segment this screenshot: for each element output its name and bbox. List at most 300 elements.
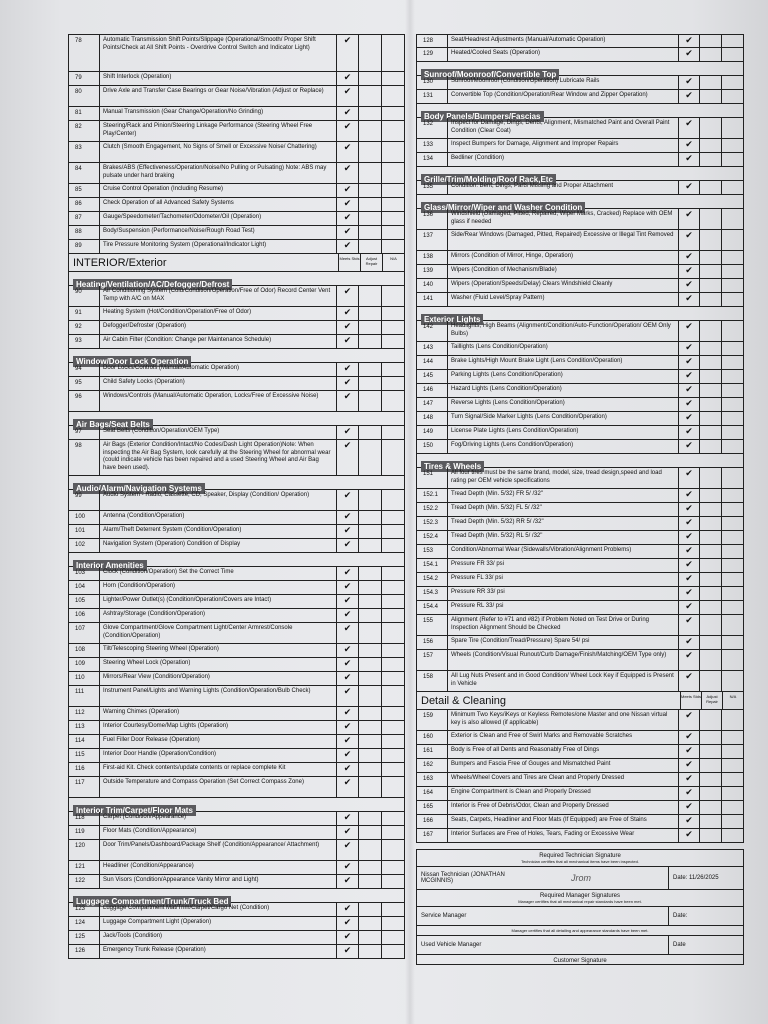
adjust-repair-checkbox[interactable] xyxy=(699,759,721,772)
adjust-repair-checkbox[interactable] xyxy=(358,426,381,439)
meets-standards-checkbox[interactable]: ✔ xyxy=(336,511,358,524)
meets-standards-checkbox[interactable]: ✔ xyxy=(336,623,358,643)
na-checkbox[interactable] xyxy=(381,686,404,706)
meets-standards-checkbox[interactable]: ✔ xyxy=(336,121,358,141)
item-description: Seat/Headrest Adjustments (Manual/Automatic Operation) xyxy=(447,35,678,47)
na-checkbox[interactable] xyxy=(721,76,743,89)
na-checkbox[interactable] xyxy=(721,615,743,635)
meets-standards-checkbox[interactable]: ✔ xyxy=(678,587,699,600)
na-checkbox[interactable] xyxy=(381,595,404,608)
adjust-repair-checkbox[interactable] xyxy=(358,121,381,141)
meets-standards-checkbox[interactable]: ✔ xyxy=(678,384,699,397)
meets-standards-checkbox[interactable]: ✔ xyxy=(336,917,358,930)
na-checkbox[interactable] xyxy=(721,342,743,355)
adjust-repair-checkbox[interactable] xyxy=(699,356,721,369)
meets-standards-checkbox[interactable]: ✔ xyxy=(678,153,699,166)
meets-standards-checkbox[interactable]: ✔ xyxy=(336,226,358,239)
na-checkbox[interactable] xyxy=(381,86,404,106)
na-checkbox[interactable] xyxy=(721,587,743,600)
item-number: 128 xyxy=(423,38,434,44)
na-checkbox[interactable] xyxy=(381,490,404,510)
adjust-repair-checkbox[interactable] xyxy=(699,787,721,800)
meets-standards-checkbox[interactable]: ✔ xyxy=(678,412,699,425)
meets-standards-checkbox[interactable]: ✔ xyxy=(678,426,699,439)
adjust-repair-checkbox[interactable] xyxy=(358,581,381,594)
meets-standards-checkbox[interactable]: ✔ xyxy=(336,163,358,183)
adjust-repair-checkbox[interactable] xyxy=(699,153,721,166)
na-checkbox[interactable] xyxy=(381,72,404,85)
checklist-row xyxy=(416,829,744,843)
meets-standards-checkbox[interactable]: ✔ xyxy=(678,829,699,842)
na-checkbox[interactable] xyxy=(381,391,404,411)
meets-standards-checkbox[interactable]: ✔ xyxy=(678,209,699,229)
adjust-repair-checkbox[interactable] xyxy=(358,163,381,183)
meets-standards-checkbox[interactable]: ✔ xyxy=(336,609,358,622)
na-checkbox[interactable] xyxy=(381,945,404,958)
adjust-repair-checkbox[interactable] xyxy=(699,587,721,600)
adjust-repair-checkbox[interactable] xyxy=(699,601,721,614)
meets-standards-checkbox[interactable]: ✔ xyxy=(336,644,358,657)
na-checkbox[interactable] xyxy=(721,801,743,814)
na-checkbox[interactable] xyxy=(721,731,743,744)
meets-standards-checkbox[interactable]: ✔ xyxy=(336,426,358,439)
adjust-repair-checkbox[interactable] xyxy=(699,251,721,264)
na-checkbox[interactable] xyxy=(721,181,743,194)
adjust-repair-checkbox[interactable] xyxy=(358,184,381,197)
meets-standards-checkbox[interactable]: ✔ xyxy=(336,945,358,958)
meets-standards-checkbox[interactable]: ✔ xyxy=(336,567,358,580)
adjust-repair-checkbox[interactable] xyxy=(358,142,381,162)
adjust-repair-checkbox[interactable] xyxy=(358,240,381,253)
na-checkbox[interactable] xyxy=(381,107,404,120)
meets-standards-checkbox[interactable]: ✔ xyxy=(678,181,699,194)
adjust-repair-checkbox[interactable] xyxy=(699,412,721,425)
meets-standards-checkbox[interactable]: ✔ xyxy=(678,650,699,670)
adjust-repair-checkbox[interactable] xyxy=(358,440,381,475)
adjust-repair-checkbox[interactable] xyxy=(699,573,721,586)
na-checkbox[interactable] xyxy=(721,829,743,842)
meets-standards-checkbox[interactable]: ✔ xyxy=(336,658,358,671)
na-checkbox[interactable] xyxy=(721,398,743,411)
adjust-repair-checkbox[interactable] xyxy=(699,209,721,229)
meets-standards-checkbox[interactable]: ✔ xyxy=(678,293,699,306)
adjust-repair-checkbox[interactable] xyxy=(358,749,381,762)
meets-standards-checkbox[interactable]: ✔ xyxy=(336,840,358,860)
na-checkbox[interactable] xyxy=(721,356,743,369)
meets-standards-checkbox[interactable]: ✔ xyxy=(678,745,699,758)
meets-standards-checkbox[interactable]: ✔ xyxy=(678,35,699,47)
meets-standards-checkbox[interactable]: ✔ xyxy=(678,545,699,558)
meets-standards-checkbox[interactable]: ✔ xyxy=(678,731,699,744)
adjust-repair-checkbox[interactable] xyxy=(699,440,721,453)
na-checkbox[interactable] xyxy=(721,636,743,649)
na-checkbox[interactable] xyxy=(721,412,743,425)
na-checkbox[interactable] xyxy=(721,531,743,544)
na-checkbox[interactable] xyxy=(721,503,743,516)
adjust-repair-checkbox[interactable] xyxy=(358,490,381,510)
na-checkbox[interactable] xyxy=(381,198,404,211)
meets-standards-checkbox[interactable]: ✔ xyxy=(336,142,358,162)
na-checkbox[interactable] xyxy=(721,440,743,453)
na-checkbox[interactable] xyxy=(381,377,404,390)
na-checkbox[interactable] xyxy=(381,917,404,930)
adjust-repair-checkbox[interactable] xyxy=(699,384,721,397)
na-checkbox[interactable] xyxy=(381,672,404,685)
adjust-repair-checkbox[interactable] xyxy=(699,731,721,744)
meets-standards-checkbox[interactable]: ✔ xyxy=(678,440,699,453)
adjust-repair-checkbox[interactable] xyxy=(358,735,381,748)
na-checkbox[interactable] xyxy=(381,735,404,748)
na-checkbox[interactable] xyxy=(721,468,743,488)
adjust-repair-checkbox[interactable] xyxy=(358,672,381,685)
na-checkbox[interactable] xyxy=(721,370,743,383)
adjust-repair-checkbox[interactable] xyxy=(699,321,721,341)
na-checkbox[interactable] xyxy=(721,489,743,502)
adjust-repair-checkbox[interactable] xyxy=(358,226,381,239)
meets-standards-checkbox[interactable]: ✔ xyxy=(678,573,699,586)
na-checkbox[interactable] xyxy=(381,121,404,141)
meets-standards-checkbox[interactable]: ✔ xyxy=(678,773,699,786)
adjust-repair-checkbox[interactable] xyxy=(699,710,721,730)
na-checkbox[interactable] xyxy=(381,658,404,671)
na-checkbox[interactable] xyxy=(721,671,743,691)
na-checkbox[interactable] xyxy=(381,903,404,916)
adjust-repair-checkbox[interactable] xyxy=(358,511,381,524)
adjust-repair-checkbox[interactable] xyxy=(358,861,381,874)
adjust-repair-checkbox[interactable] xyxy=(358,525,381,538)
adjust-repair-checkbox[interactable] xyxy=(699,650,721,670)
adjust-repair-checkbox[interactable] xyxy=(699,230,721,250)
na-checkbox[interactable] xyxy=(381,511,404,524)
na-checkbox[interactable] xyxy=(381,35,404,71)
na-checkbox[interactable] xyxy=(721,118,743,138)
na-checkbox[interactable] xyxy=(721,251,743,264)
na-checkbox[interactable] xyxy=(381,286,404,306)
na-checkbox[interactable] xyxy=(721,90,743,103)
meets-standards-checkbox[interactable]: ✔ xyxy=(678,615,699,635)
adjust-repair-checkbox[interactable] xyxy=(699,815,721,828)
meets-standards-checkbox[interactable]: ✔ xyxy=(336,903,358,916)
adjust-repair-checkbox[interactable] xyxy=(699,426,721,439)
adjust-repair-checkbox[interactable] xyxy=(358,321,381,334)
adjust-repair-checkbox[interactable] xyxy=(358,595,381,608)
technician-signature[interactable]: Jrom xyxy=(571,873,591,883)
adjust-repair-checkbox[interactable] xyxy=(699,671,721,691)
na-checkbox[interactable] xyxy=(381,335,404,348)
adjust-repair-checkbox[interactable] xyxy=(358,686,381,706)
na-checkbox[interactable] xyxy=(721,759,743,772)
na-checkbox[interactable] xyxy=(381,184,404,197)
meets-standards-checkbox[interactable]: ✔ xyxy=(336,539,358,552)
meets-standards-checkbox[interactable]: ✔ xyxy=(678,265,699,278)
meets-standards-checkbox[interactable]: ✔ xyxy=(678,321,699,341)
na-checkbox[interactable] xyxy=(721,815,743,828)
meets-standards-checkbox[interactable]: ✔ xyxy=(336,826,358,839)
meets-standards-checkbox[interactable]: ✔ xyxy=(678,489,699,502)
adjust-repair-checkbox[interactable] xyxy=(699,559,721,572)
meets-standards-checkbox[interactable]: ✔ xyxy=(678,503,699,516)
adjust-repair-checkbox[interactable] xyxy=(699,293,721,306)
meets-standards-checkbox[interactable]: ✔ xyxy=(336,335,358,348)
adjust-repair-checkbox[interactable] xyxy=(699,342,721,355)
adjust-repair-checkbox[interactable] xyxy=(358,903,381,916)
meets-standards-checkbox[interactable]: ✔ xyxy=(336,686,358,706)
meets-standards-checkbox[interactable]: ✔ xyxy=(678,787,699,800)
na-checkbox[interactable] xyxy=(721,426,743,439)
adjust-repair-checkbox[interactable] xyxy=(358,539,381,552)
adjust-repair-checkbox[interactable] xyxy=(699,370,721,383)
na-checkbox[interactable] xyxy=(721,139,743,152)
meets-standards-checkbox[interactable]: ✔ xyxy=(678,398,699,411)
na-checkbox[interactable] xyxy=(721,745,743,758)
adjust-repair-checkbox[interactable] xyxy=(699,35,721,47)
meets-standards-checkbox[interactable]: ✔ xyxy=(336,363,358,376)
adjust-repair-checkbox[interactable] xyxy=(699,468,721,488)
checklist-row xyxy=(68,581,405,595)
na-checkbox[interactable] xyxy=(381,763,404,776)
meets-standards-checkbox[interactable]: ✔ xyxy=(336,86,358,106)
meets-standards-checkbox[interactable]: ✔ xyxy=(336,377,358,390)
adjust-repair-checkbox[interactable] xyxy=(699,503,721,516)
adjust-repair-checkbox[interactable] xyxy=(358,609,381,622)
meets-standards-checkbox[interactable]: ✔ xyxy=(678,342,699,355)
adjust-repair-checkbox[interactable] xyxy=(358,945,381,958)
item-description: Wheels (Condition/Visual Runout/Curb Damage/Finish/Matching/OEM Type only) xyxy=(447,650,678,670)
na-checkbox[interactable] xyxy=(381,321,404,334)
na-checkbox[interactable] xyxy=(381,240,404,253)
na-checkbox[interactable] xyxy=(721,650,743,670)
meets-standards-checkbox[interactable]: ✔ xyxy=(336,321,358,334)
meets-standards-checkbox[interactable]: ✔ xyxy=(336,391,358,411)
checklist-row xyxy=(68,163,405,184)
adjust-repair-checkbox[interactable] xyxy=(699,517,721,530)
na-checkbox[interactable] xyxy=(721,773,743,786)
na-checkbox[interactable] xyxy=(721,517,743,530)
adjust-repair-checkbox[interactable] xyxy=(358,335,381,348)
meets-standards-header: Meets Stds xyxy=(680,692,701,709)
na-checkbox[interactable] xyxy=(721,279,743,292)
adjust-repair-checkbox[interactable] xyxy=(358,812,381,825)
meets-standards-checkbox[interactable]: ✔ xyxy=(336,812,358,825)
adjust-repair-checkbox[interactable] xyxy=(699,615,721,635)
adjust-repair-checkbox[interactable] xyxy=(699,48,721,61)
meets-standards-checkbox[interactable]: ✔ xyxy=(336,707,358,720)
adjust-repair-checkbox[interactable] xyxy=(358,363,381,376)
adjust-repair-checkbox[interactable] xyxy=(358,72,381,85)
na-checkbox[interactable] xyxy=(381,426,404,439)
meets-standards-checkbox[interactable]: ✔ xyxy=(336,931,358,944)
meets-standards-checkbox[interactable]: ✔ xyxy=(678,76,699,89)
na-checkbox[interactable] xyxy=(721,601,743,614)
meets-standards-checkbox[interactable]: ✔ xyxy=(336,861,358,874)
meets-standards-checkbox[interactable]: ✔ xyxy=(678,251,699,264)
meets-standards-checkbox[interactable]: ✔ xyxy=(336,672,358,685)
meets-standards-checkbox[interactable]: ✔ xyxy=(678,370,699,383)
meets-standards-checkbox[interactable]: ✔ xyxy=(678,636,699,649)
adjust-repair-checkbox[interactable] xyxy=(699,139,721,152)
adjust-repair-checkbox[interactable] xyxy=(699,181,721,194)
na-checkbox[interactable] xyxy=(721,209,743,229)
adjust-repair-checkbox[interactable] xyxy=(358,286,381,306)
meets-standards-checkbox[interactable]: ✔ xyxy=(336,184,358,197)
adjust-repair-checkbox[interactable] xyxy=(358,86,381,106)
meets-standards-checkbox[interactable]: ✔ xyxy=(336,490,358,510)
meets-standards-checkbox[interactable]: ✔ xyxy=(678,559,699,572)
na-checkbox[interactable] xyxy=(721,265,743,278)
na-checkbox[interactable] xyxy=(381,212,404,225)
na-checkbox[interactable] xyxy=(381,875,404,888)
na-checkbox[interactable] xyxy=(381,840,404,860)
meets-standards-checkbox[interactable]: ✔ xyxy=(336,212,358,225)
meets-standards-checkbox[interactable]: ✔ xyxy=(678,531,699,544)
na-checkbox[interactable] xyxy=(381,525,404,538)
na-checkbox[interactable] xyxy=(721,48,743,61)
meets-standards-checkbox[interactable]: ✔ xyxy=(336,72,358,85)
adjust-repair-checkbox[interactable] xyxy=(699,489,721,502)
na-checkbox[interactable] xyxy=(381,721,404,734)
na-checkbox[interactable] xyxy=(381,539,404,552)
adjust-repair-checkbox[interactable] xyxy=(699,398,721,411)
adjust-repair-checkbox[interactable] xyxy=(699,829,721,842)
meets-standards-checkbox[interactable]: ✔ xyxy=(678,815,699,828)
adjust-repair-checkbox[interactable] xyxy=(699,773,721,786)
section-title: Grille/Trim/Molding/Roof Rack,Etc xyxy=(421,174,556,185)
adjust-repair-checkbox[interactable] xyxy=(358,567,381,580)
meets-standards-checkbox[interactable]: ✔ xyxy=(336,286,358,306)
meets-standards-checkbox[interactable]: ✔ xyxy=(678,710,699,730)
na-checkbox[interactable] xyxy=(381,609,404,622)
adjust-repair-checkbox[interactable] xyxy=(699,265,721,278)
na-checkbox[interactable] xyxy=(721,293,743,306)
adjust-repair-checkbox[interactable] xyxy=(358,777,381,797)
adjust-repair-checkbox[interactable] xyxy=(358,658,381,671)
na-checkbox[interactable] xyxy=(381,931,404,944)
adjust-repair-checkbox[interactable] xyxy=(699,531,721,544)
meets-standards-checkbox[interactable]: ✔ xyxy=(678,48,699,61)
adjust-repair-checkbox[interactable] xyxy=(358,307,381,320)
na-checkbox[interactable] xyxy=(721,35,743,47)
adjust-repair-checkbox[interactable] xyxy=(699,745,721,758)
na-checkbox[interactable] xyxy=(381,707,404,720)
adjust-repair-checkbox[interactable] xyxy=(699,545,721,558)
meets-standards-checkbox[interactable]: ✔ xyxy=(678,279,699,292)
adjust-repair-checkbox[interactable] xyxy=(699,279,721,292)
na-checkbox[interactable] xyxy=(721,573,743,586)
meets-standards-checkbox[interactable]: ✔ xyxy=(678,468,699,488)
meets-standards-checkbox[interactable]: ✔ xyxy=(336,875,358,888)
adjust-repair-checkbox[interactable] xyxy=(358,377,381,390)
meets-standards-checkbox[interactable]: ✔ xyxy=(336,35,358,71)
adjust-repair-checkbox[interactable] xyxy=(358,707,381,720)
na-checkbox[interactable] xyxy=(721,230,743,250)
adjust-repair-checkbox[interactable] xyxy=(699,118,721,138)
na-checkbox[interactable] xyxy=(721,559,743,572)
meets-standards-checkbox[interactable]: ✔ xyxy=(678,90,699,103)
na-checkbox[interactable] xyxy=(381,777,404,797)
meets-standards-checkbox[interactable]: ✔ xyxy=(336,595,358,608)
na-checkbox[interactable] xyxy=(381,861,404,874)
meets-standards-checkbox[interactable]: ✔ xyxy=(678,230,699,250)
na-checkbox[interactable] xyxy=(721,710,743,730)
adjust-repair-checkbox[interactable] xyxy=(358,763,381,776)
adjust-repair-checkbox[interactable] xyxy=(358,826,381,839)
adjust-repair-checkbox[interactable] xyxy=(358,644,381,657)
checklist-row xyxy=(68,644,405,658)
adjust-repair-checkbox[interactable] xyxy=(358,931,381,944)
adjust-repair-checkbox[interactable] xyxy=(699,636,721,649)
na-checkbox[interactable] xyxy=(381,163,404,183)
adjust-repair-checkbox[interactable] xyxy=(699,801,721,814)
na-checkbox[interactable] xyxy=(381,581,404,594)
adjust-repair-checkbox[interactable] xyxy=(699,90,721,103)
meets-standards-checkbox[interactable]: ✔ xyxy=(336,763,358,776)
adjust-repair-checkbox[interactable] xyxy=(358,721,381,734)
na-checkbox[interactable] xyxy=(721,384,743,397)
na-checkbox[interactable] xyxy=(381,749,404,762)
meets-standards-checkbox[interactable]: ✔ xyxy=(678,517,699,530)
meets-standards-checkbox[interactable]: ✔ xyxy=(336,721,358,734)
meets-standards-checkbox[interactable]: ✔ xyxy=(336,749,358,762)
adjust-repair-checkbox[interactable] xyxy=(358,198,381,211)
meets-standards-checkbox[interactable]: ✔ xyxy=(336,198,358,211)
na-checkbox[interactable] xyxy=(381,826,404,839)
section-title: Tires & Wheels xyxy=(421,461,484,472)
adjust-repair-checkbox[interactable] xyxy=(358,623,381,643)
na-checkbox[interactable] xyxy=(721,545,743,558)
adjust-repair-checkbox[interactable] xyxy=(358,212,381,225)
meets-standards-checkbox[interactable]: ✔ xyxy=(336,735,358,748)
meets-standards-checkbox[interactable]: ✔ xyxy=(678,671,699,691)
adjust-repair-checkbox[interactable] xyxy=(358,391,381,411)
meets-standards-checkbox[interactable]: ✔ xyxy=(678,801,699,814)
section-title: Heating/Ventilation/AC/Defogger/Defrost xyxy=(73,279,232,290)
meets-standards-checkbox[interactable]: ✔ xyxy=(336,440,358,475)
adjust-repair-checkbox[interactable] xyxy=(358,840,381,860)
na-checkbox[interactable] xyxy=(381,567,404,580)
meets-standards-checkbox[interactable]: ✔ xyxy=(678,601,699,614)
checklist-row xyxy=(68,840,405,861)
item-number: 88 xyxy=(75,229,82,235)
adjust-repair-checkbox[interactable] xyxy=(358,875,381,888)
meets-standards-checkbox[interactable]: ✔ xyxy=(336,581,358,594)
na-checkbox[interactable] xyxy=(381,226,404,239)
na-checkbox[interactable] xyxy=(721,321,743,341)
na-checkbox[interactable] xyxy=(381,142,404,162)
item-number: 151 xyxy=(423,471,434,477)
meets-standards-checkbox[interactable]: ✔ xyxy=(678,759,699,772)
meets-standards-checkbox[interactable]: ✔ xyxy=(336,107,358,120)
na-checkbox[interactable] xyxy=(381,307,404,320)
meets-standards-checkbox[interactable]: ✔ xyxy=(336,525,358,538)
na-checkbox[interactable] xyxy=(381,363,404,376)
na-checkbox[interactable] xyxy=(721,153,743,166)
na-checkbox[interactable] xyxy=(381,440,404,475)
meets-standards-checkbox[interactable]: ✔ xyxy=(678,356,699,369)
adjust-repair-checkbox[interactable] xyxy=(358,35,381,71)
meets-standards-checkbox[interactable]: ✔ xyxy=(336,777,358,797)
adjust-repair-checkbox[interactable] xyxy=(699,76,721,89)
adjust-repair-checkbox[interactable] xyxy=(358,917,381,930)
adjust-repair-checkbox[interactable] xyxy=(358,107,381,120)
meets-standards-checkbox[interactable]: ✔ xyxy=(678,118,699,138)
meets-standards-checkbox[interactable]: ✔ xyxy=(678,139,699,152)
meets-standards-checkbox[interactable]: ✔ xyxy=(336,307,358,320)
meets-standards-checkbox[interactable]: ✔ xyxy=(336,240,358,253)
na-checkbox[interactable] xyxy=(721,787,743,800)
na-checkbox[interactable] xyxy=(381,812,404,825)
na-checkbox[interactable] xyxy=(381,623,404,643)
na-checkbox[interactable] xyxy=(381,644,404,657)
